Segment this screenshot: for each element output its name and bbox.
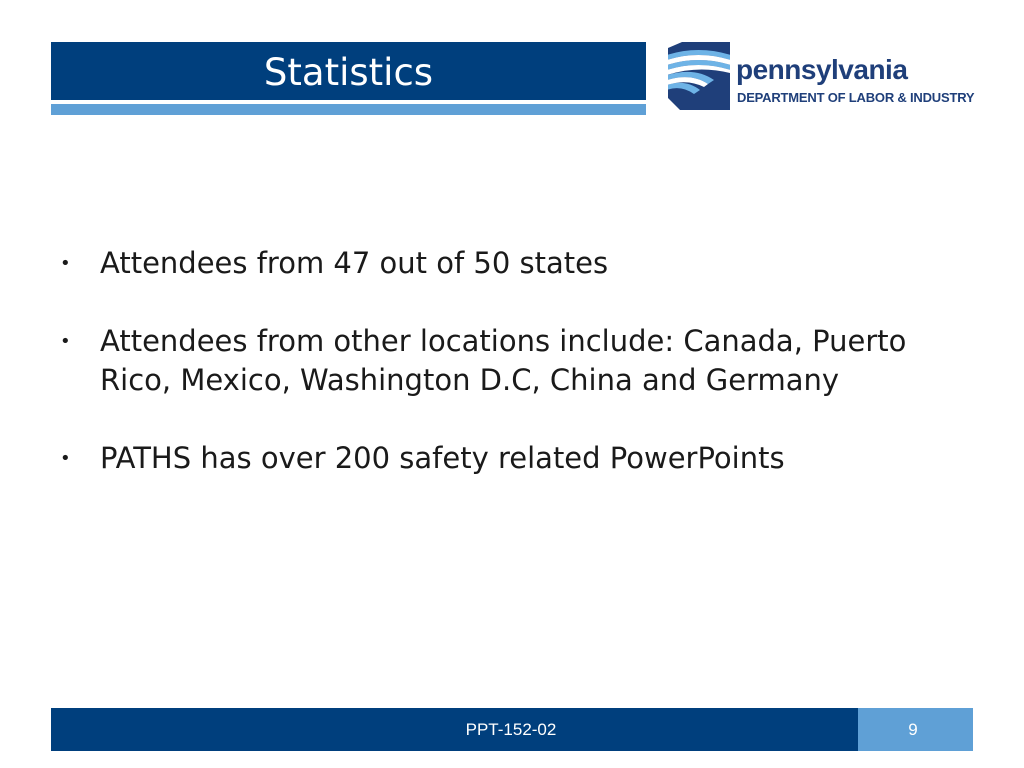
- bullet-item: [60, 439, 960, 478]
- footer-code: PPT-152-02: [465, 720, 557, 739]
- bullet-item: [60, 322, 960, 400]
- bullet-text: Attendees from other locations include: Canada, Puerto Rico, Mexico, Washington D.C, China and Germany: [100, 324, 907, 397]
- logo-department: DEPARTMENT OF LABOR & INDUSTRY: [737, 90, 975, 105]
- pa-logo: [664, 40, 984, 116]
- keystone-icon: [664, 40, 734, 112]
- bullet-text: PATHS has over 200 safety related PowerPoints: [100, 441, 785, 475]
- logo-wordmark: pennsylvania: [736, 54, 908, 85]
- bullet-dot-icon: •: [60, 253, 71, 274]
- page-number: 9: [908, 720, 918, 739]
- slide-title: Statistics: [263, 51, 434, 94]
- bullet-list: [60, 244, 960, 517]
- title-accent-stripe: [51, 104, 646, 115]
- bullet-item: [60, 244, 960, 283]
- bullet-dot-icon: •: [60, 331, 71, 352]
- bullet-dot-icon: •: [60, 448, 71, 469]
- bullet-text: Attendees from 47 out of 50 states: [100, 246, 609, 280]
